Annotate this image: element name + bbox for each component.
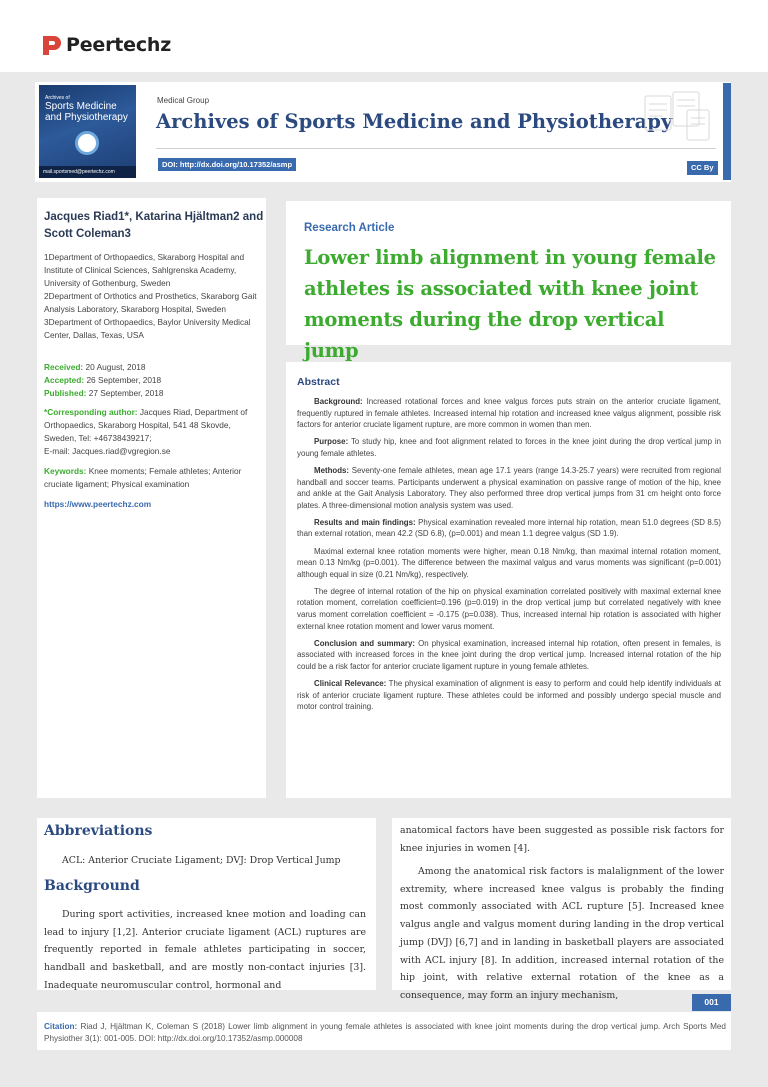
affiliations [44,251,262,342]
journal-title: Archives of Sports Medicine and Physiotherapy [156,110,673,133]
corresponding-details: Jacques Riad, Department of Orthopaedics, Skaraborg Hospital, 541 48 Skovde, Sweden, Tel: +46738439217; [44,407,248,443]
abstract-body [297,396,721,718]
received-date: 20 August, 2018 [85,362,146,372]
peertechz-logo-icon [40,34,62,56]
cover-title: Archives of Sports Medicine and Physiotherapy [45,95,128,123]
cover-email: mail.sportsmed@peertechz.com [39,166,136,178]
citation-text: Riad J, Hjältman K, Coleman S (2018) Lower limb alignment in young female athletes is associated with knee joint moments during the drop vertical jump. Arch Sports Med Physiother 3(1): 001-005. DOI: http://dx.doi.org/10.17352/asmp.000008 [44,1022,726,1043]
journal-cover [39,85,136,178]
document-illustration-icon [625,88,715,148]
keywords [44,465,262,491]
affiliation-3: 3Department of Orthopaedics, Baylor University Medical Center, Dallas, Texas, USA [44,317,251,340]
abstract-clinical-relevance: Clinical Relevance: The physical examination of alignment is easy to perform and could help identify individuals at risk of anterior cruciate ligament rupture. These athletes could be informed and possibly undergo special muscle and motor control training. [297,678,721,712]
citation-label: Citation: [44,1022,78,1031]
article-type: Research Article [304,222,395,234]
received-label: Received: [44,362,84,372]
divider [156,148,716,149]
publisher-logo[interactable] [40,34,171,56]
journal-group: Medical Group [157,96,210,105]
affiliation-1: 1Department of Orthopaedics, Skaraborg Hospital and Institute of Clinical Sciences, Sahlgrenska Academy, University of Gothenburg, Sweden [44,252,245,288]
abbreviations-heading: Abbreviations [44,823,153,839]
page-number: 001 [692,994,731,1011]
keywords-label: Keywords: [44,466,87,476]
published-date: 27 September, 2018 [88,388,164,398]
background-paragraph: During sport activities, increased knee motion and loading can lead to injury [1,2]. Anterior cruciate ligament (ACL) ruptures are frequently reported in female athletes participating in soccer, handball and basketball, and are mostly non-contact injuries [3]. Inadequate neuromuscular control, hormonal and [44,909,366,991]
cover-emblem-icon [75,131,99,155]
background-heading: Background [44,878,140,894]
accepted-label: Accepted: [44,375,85,385]
abstract-heading: Abstract [297,376,340,388]
corresponding-author [44,406,262,458]
corresponding-email[interactable]: E-mail: Jacques.riad@vgregion.se [44,446,171,456]
affiliation-2: 2Department of Orthotics and Prosthetics, Skaraborg Gait Analysis Laboratory, Skaraborg Hospital, Sweden [44,291,257,314]
abbreviations-text: ACL: Anterior Cruciate Ligament; DVJ: Drop Vertical Jump [62,855,341,866]
published-label: Published: [44,388,87,398]
abstract-conclusion: Conclusion and summary: On physical examination, increased internal hip rotation, often present in females, is associated with increased forces in the knee joint during the drop vertical jump. Increased internal rotation of the hip could be a risk factor for anterior cruciate ligament rupture in young female athletes. [297,638,721,671]
corresponding-label: *Corresponding author: [44,407,138,417]
abstract-results: Results and main findings: Physical examination revealed more internal hip rotation, mean 51.0 degrees (SD 8.5) than external rotation, mean 42.2 (SD 6.8), (p=0.001) and mean 1.1 degree valgus (SD 1.9). [297,517,721,539]
publisher-name: Peertechz [66,34,172,56]
right-paragraph-2: Among the anatomical risk factors is malalignment of the lower extremity, where increased knee valgus is probably the finding most commonly associated with ACL rupture [5]. Increased knee valgus angle and valgus moment during landing in the drop vertical jump (DVJ) [6,7] and in landing in basketball players are associated with ACL injury [8]. In addition, increased internal rotation of the hip joint, with relative external rotation of the knee as a consequence, may form an injury mechanism, [400,866,724,1001]
banner-accent-strip [723,83,731,180]
license-badge[interactable]: CC By [687,161,718,175]
abstract-purpose: Purpose: To study hip, knee and foot alignment related to forces in the knee joint during the drop vertical jump in young female athletes. [297,437,721,458]
article-dates [44,361,262,400]
abstract-methods: Methods: Seventy-one female athletes, mean age 17.1 years (range 14.3-25.7 years) were recruited from regional handball and soccer teams. Participants underwent a physical examination on passive range of motion of the hip, knee and ankle at the Gait Analysis Laboratory. They also performed three drop vertical jumps from 31 cm height onto force plates. A three-dimensional motion analysis system was used. [297,465,721,510]
journal-doi-link[interactable]: DOI: http://dx.doi.org/10.17352/asmp [158,158,296,171]
article-title: Lower limb alignment in young female athletes is associated with knee joint moments during the drop vertical jump [304,246,716,362]
accepted-date: 26 September, 2018 [86,375,162,385]
abstract-results-3: The degree of internal rotation of the hip on physical examination correlated positively with maximal external knee rotation moment, correlation coefficient=0.196 (p=0.019) in the drop vertical jump but correlated negatively with knee varus moment correlation coefficient = -0.175 (p=0.038). Thus, increased internal hip rotation is associated with higher external knee rotation moment and lower varus moment. [297,586,721,631]
right-paragraph-1: anatomical factors have been suggested as possible risk factors for knee injuries in women [4]. [400,825,724,854]
citation [44,1021,726,1044]
author-names: Jacques Riad1*, Katarina Hjältman2 and Scott Coleman3 [44,211,264,240]
abstract-background: Background: Increased rotational forces and knee valgus forces puts strain on the anterior cruciate ligament, frequently ruptured in female athletes. Increased internal hip rotation and increased knee valgus alignment, possible risk factors for anterior cruciate ligament rupture, are more common in women than men. [297,397,721,430]
abstract-results-2: Maximal external knee rotation moments were higher, mean 0.18 Nm/kg, than maximal internal rotation moment, mean 0.13 Nm/kg (p=0.001). The difference between the maximal valgus and varus moments was significant (p=0.001) although equal in size (0.21 Nm/kg), respectively. [297,546,721,579]
keywords-list: Knee moments; Female athletes; Anterior cruciate ligament; Physical examination [44,466,242,489]
publisher-website-link[interactable]: https://www.peertechz.com [44,499,152,509]
